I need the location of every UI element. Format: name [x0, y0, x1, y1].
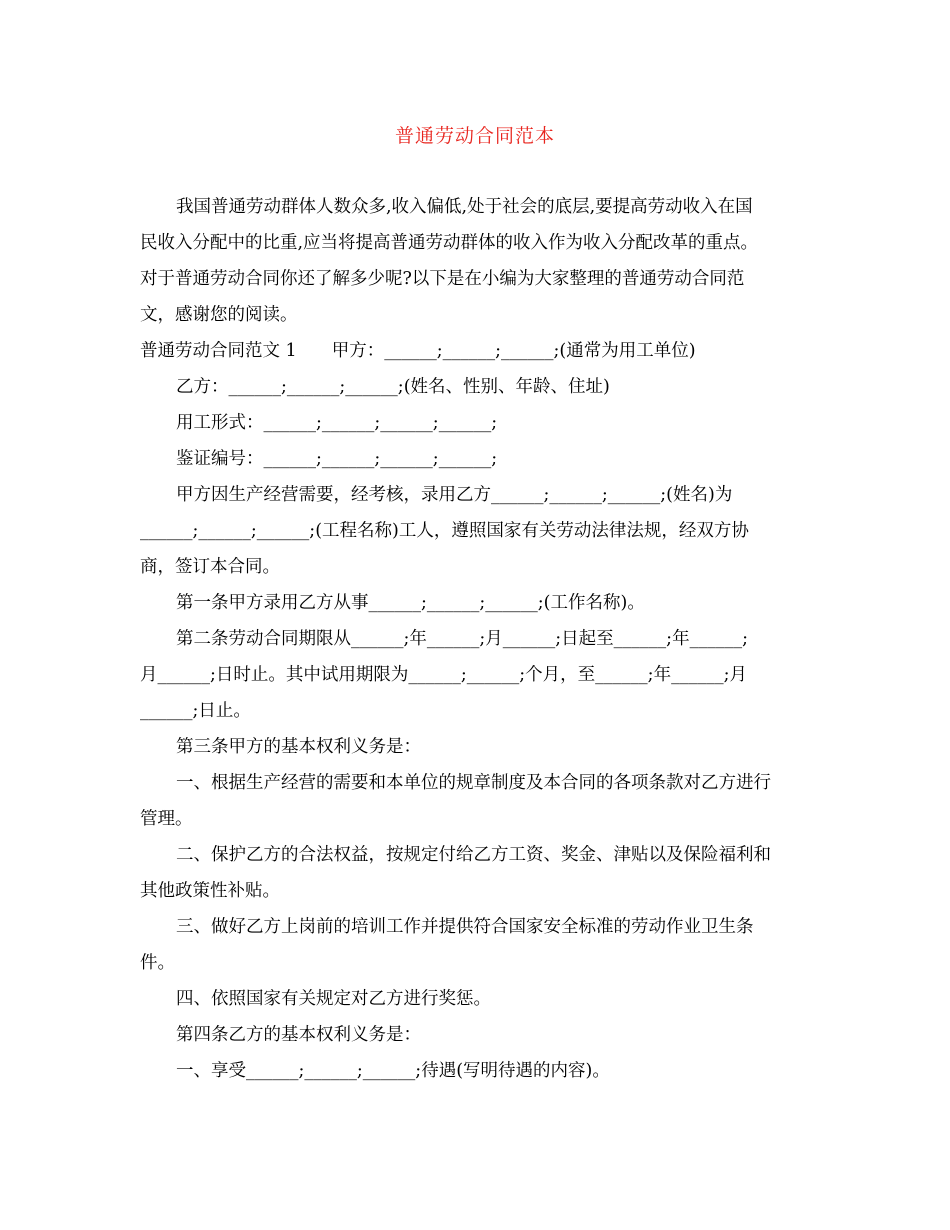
text-line: 用工形式：______;______;______;______; — [176, 413, 498, 433]
text-line: 鉴证编号：______;______;______;______; — [176, 449, 498, 469]
text-line: 第一条甲方录用乙方从事______;______;______;(工作名称)。 — [176, 593, 645, 613]
text-line: 月______;日时止。其中试用期限为______;______;个月，至______;年______;月 — [140, 665, 747, 685]
text-line: ______;______;______;(工程名称)工人，遵照国家有关劳动法律法规，经双方协 — [140, 521, 749, 541]
text-line: 管理。 — [140, 809, 193, 829]
document-title: 普通劳动合同范本 — [394, 125, 555, 147]
text-line: 商，签订本合同。 — [140, 557, 280, 577]
text-line: 第四条乙方的基本权利义务是： — [176, 1025, 421, 1045]
text-line: 乙方：______;______;______;(姓名、性别、年龄、住址) — [176, 377, 610, 397]
document-body — [140, 189, 820, 1089]
text-line: 甲方因生产经营需要，经考核，录用乙方______;______;______;(姓名)为 — [176, 485, 733, 505]
text-line: 其他政策性补贴。 — [140, 881, 280, 901]
text-line: 对于普通劳动合同你还了解多少呢?以下是在小编为大家整理的普通劳动合同范 — [140, 269, 745, 289]
text-line: 三、做好乙方上岗前的培训工作并提供符合国家安全标准的劳动作业卫生条 — [176, 917, 754, 937]
text-line: 件。 — [140, 953, 175, 973]
text-line: 普通劳动合同范文 1 甲方：______;______;______;(通常为用工单位) — [140, 341, 696, 361]
text-line: 一、享受______;______;______;待遇(写明待遇的内容)。 — [176, 1061, 610, 1081]
text-line: 我国普通劳动群体人数众多,收入偏低,处于社会的底层,要提高劳动收入在国 — [176, 197, 753, 217]
text-line: 文，感谢您的阅读。 — [140, 305, 298, 325]
text-line: 第二条劳动合同期限从______;年______;月______;日起至______;年______; — [176, 629, 748, 649]
text-line: 四、依照国家有关规定对乙方进行奖惩。 — [176, 989, 491, 1009]
text-line: 民收入分配中的比重,应当将提高普通劳动群体的收入作为收入分配改革的重点。 — [140, 233, 759, 253]
text-line: ______;日止。 — [140, 701, 251, 721]
text-line: 第三条甲方的基本权利义务是： — [176, 737, 421, 757]
text-line: 二、保护乙方的合法权益，按规定付给乙方工资、奖金、津贴以及保险福利和 — [176, 845, 771, 865]
text-line: 一、根据生产经营的需要和本单位的规章制度及本合同的各项条款对乙方进行 — [176, 773, 771, 793]
